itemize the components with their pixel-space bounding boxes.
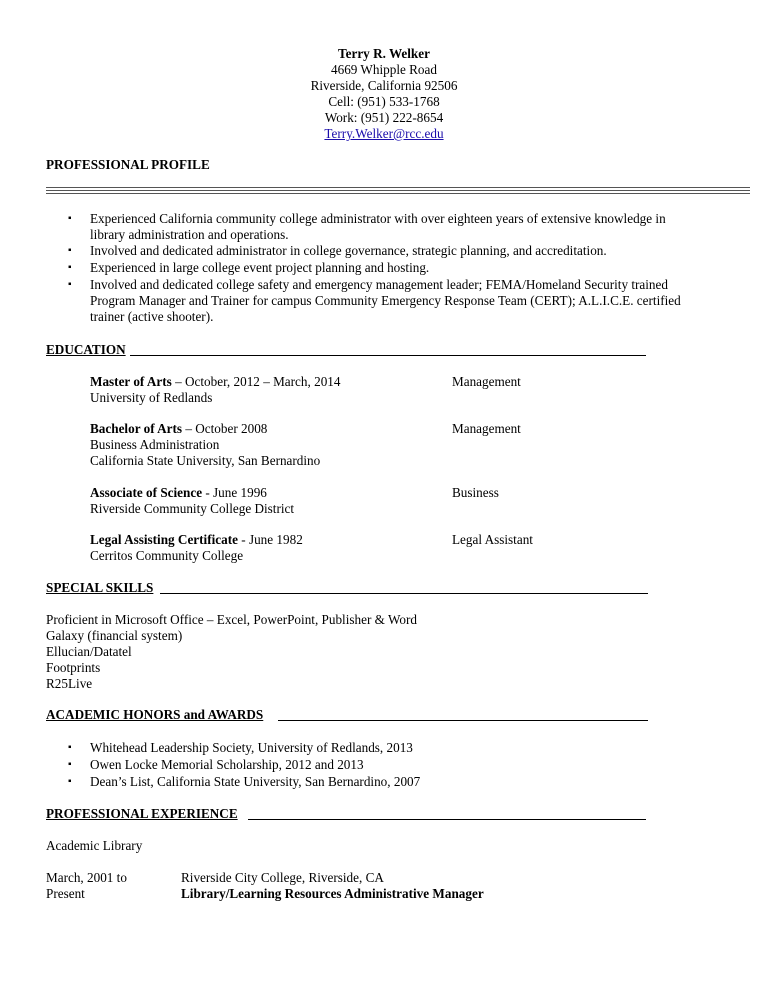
address-line-2: Riverside, California 92506 <box>310 78 458 93</box>
job-date-end: Present <box>46 886 85 901</box>
degree-field: Management <box>452 374 521 389</box>
degree-name: Master of Arts <box>90 374 172 389</box>
degree-name: Legal Assisting Certificate <box>90 532 238 547</box>
divider-bottom-2 <box>46 193 750 194</box>
degree-school: Riverside Community College District <box>90 501 295 516</box>
degree-field: Legal Assistant <box>452 532 533 547</box>
degree-date: – October 2008 <box>182 421 268 436</box>
honors-rule <box>278 720 648 721</box>
email-line <box>200 126 568 142</box>
degree-school: University of Redlands <box>90 390 213 405</box>
job-title: Library/Learning Resources Administrative Manager <box>181 886 484 901</box>
bullet-icon: ▪ <box>68 245 72 256</box>
profile-bullet-1-line-1: Experienced California community college administrator with over eighteen years of extensive knowledge in <box>90 211 666 226</box>
profile-bullet-2: Involved and dedicated administrator in college governance, strategic planning, and accreditation. <box>90 243 607 258</box>
skills-heading: SPECIAL SKILLS <box>46 580 154 595</box>
profile-bullet-4-line-3: trainer (active shooter). <box>90 309 214 324</box>
degree-field: Business <box>452 485 499 500</box>
degree-name: Bachelor of Arts <box>90 421 183 436</box>
education-entry-2 <box>90 421 267 437</box>
degree-school: California State University, San Bernardino <box>90 453 321 468</box>
education-entry-3 <box>90 485 267 501</box>
bullet-icon: ▪ <box>68 776 72 787</box>
profile-bullet-4-line-1: Involved and dedicated college safety and emergency management leader; FEMA/Homeland Security trained <box>90 277 668 292</box>
degree-program: Business Administration <box>90 437 220 452</box>
degree-school: Cerritos Community College <box>90 548 244 563</box>
education-entry-1 <box>90 374 340 390</box>
resume-name: Terry R. Welker <box>338 46 430 61</box>
honor-item: Dean’s List, California State University, San Bernardino, 2007 <box>90 774 421 789</box>
job-organization: Riverside City College, Riverside, CA <box>181 870 384 885</box>
honor-item: Owen Locke Memorial Scholarship, 2012 and 2013 <box>90 757 364 772</box>
honors-heading: ACADEMIC HONORS and AWARDS <box>46 707 264 722</box>
profile-bullet-4-line-2: Program Manager and Trainer for campus Community Emergency Response Team (CERT); A.L.I.C.E. certified <box>90 293 681 308</box>
divider-bottom <box>46 190 750 191</box>
profile-bullet-1-line-2: library administration and operations. <box>90 227 289 242</box>
education-rule <box>130 355 646 356</box>
experience-rule <box>248 819 646 820</box>
education-heading: EDUCATION <box>46 342 126 357</box>
skill-item: Proficient in Microsoft Office – Excel, PowerPoint, Publisher & Word <box>46 612 417 627</box>
cell-phone: Cell: (951) 533-1768 <box>328 94 440 109</box>
bullet-icon: ▪ <box>68 213 72 224</box>
degree-name: Associate of Science <box>90 485 203 500</box>
profile-bullet-3: Experienced in large college event project planning and hosting. <box>90 260 430 275</box>
degree-date: – October, 2012 – March, 2014 <box>171 374 341 389</box>
skill-item: Ellucian/Datatel <box>46 644 132 659</box>
degree-field: Management <box>452 421 521 436</box>
bullet-icon: ▪ <box>68 262 72 273</box>
profile-bullet-4 <box>90 277 730 325</box>
job-date-start: March, 2001 to <box>46 870 127 885</box>
divider-top <box>46 187 750 188</box>
honor-item: Whitehead Leadership Society, University of Redlands, 2013 <box>90 740 413 755</box>
skill-item: R25Live <box>46 676 93 691</box>
profile-heading: PROFESSIONAL PROFILE <box>46 157 210 172</box>
degree-date: - June 1982 <box>237 532 303 547</box>
skill-item: Galaxy (financial system) <box>46 628 183 643</box>
skills-rule <box>160 593 648 594</box>
address-line-1: 4669 Whipple Road <box>331 62 437 77</box>
profile-bullet-1 <box>90 211 730 243</box>
experience-heading: PROFESSIONAL EXPERIENCE <box>46 806 238 821</box>
email-link[interactable]: Terry.Welker@rcc.edu <box>324 126 444 141</box>
bullet-icon: ▪ <box>68 759 72 770</box>
work-phone: Work: (951) 222-8654 <box>324 110 444 125</box>
skill-item: Footprints <box>46 660 101 675</box>
bullet-icon: ▪ <box>68 742 72 753</box>
bullet-icon: ▪ <box>68 279 72 290</box>
education-entry-4 <box>90 532 303 548</box>
experience-category: Academic Library <box>46 838 143 853</box>
degree-date: - June 1996 <box>202 485 267 500</box>
